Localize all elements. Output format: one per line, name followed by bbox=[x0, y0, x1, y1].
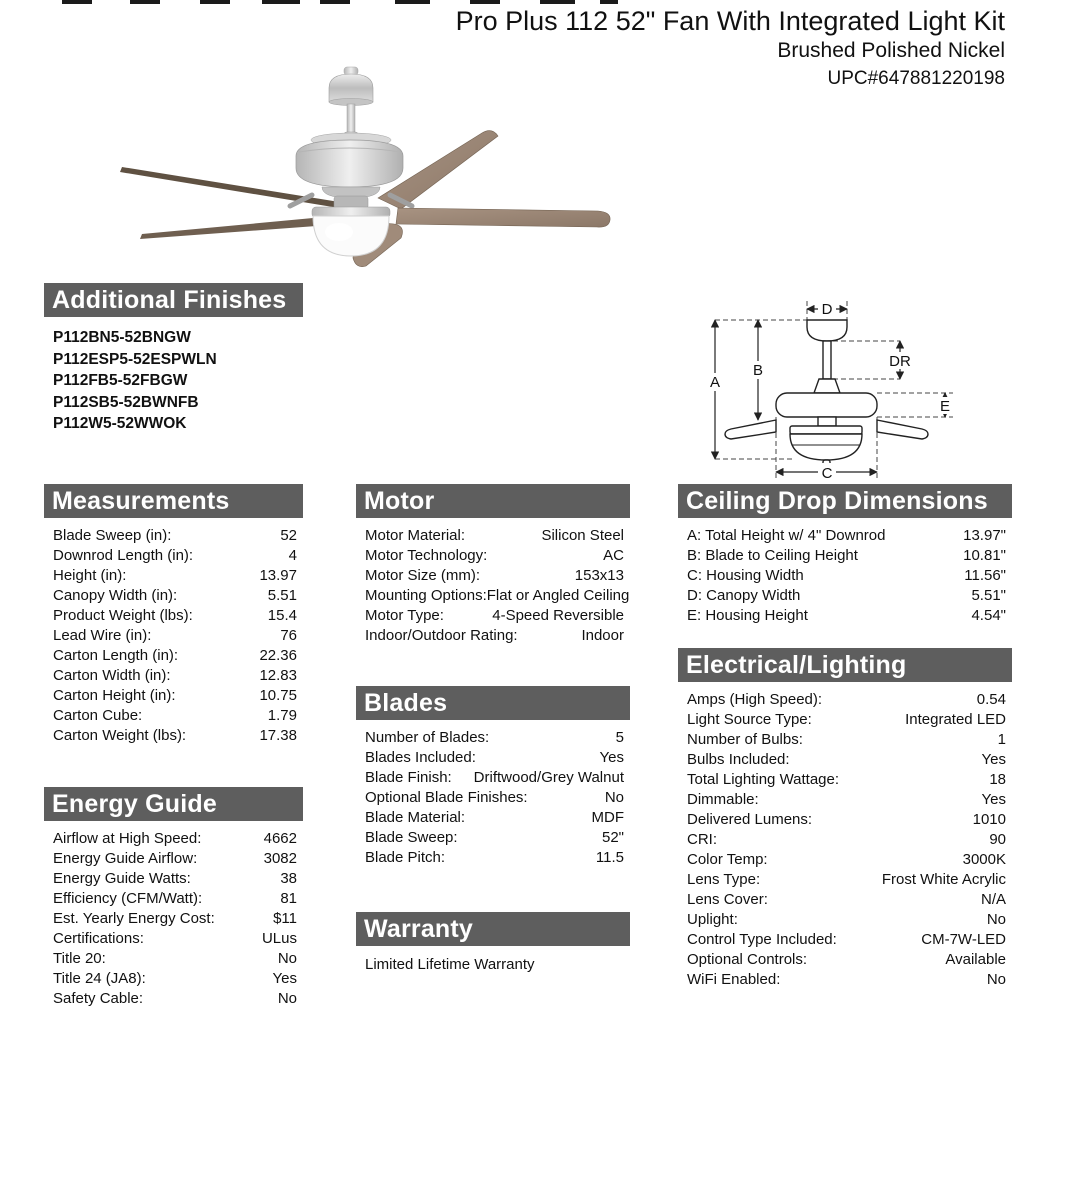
spec-label: Canopy Width (in): bbox=[53, 587, 178, 604]
dim-label-d: D bbox=[821, 301, 833, 318]
spec-value: 13.97 bbox=[259, 567, 297, 584]
spec-value: 22.36 bbox=[259, 647, 297, 664]
spec-value: 90 bbox=[989, 831, 1006, 848]
spec-row bbox=[678, 710, 1012, 730]
spec-label: Carton Cube: bbox=[53, 707, 143, 724]
fan-motor-housing bbox=[290, 133, 412, 209]
spec-label: Energy Guide Watts: bbox=[53, 870, 191, 887]
spec-value: $11 bbox=[273, 910, 297, 927]
finish-item: P112BN5-52BNGW bbox=[53, 329, 191, 346]
measurements-rows bbox=[44, 526, 303, 746]
spec-row bbox=[44, 566, 303, 586]
section-electrical-lighting bbox=[678, 648, 1012, 990]
spec-value: 10.81" bbox=[963, 547, 1006, 564]
spec-label: Motor Size (mm): bbox=[365, 567, 481, 584]
dim-label-b: B bbox=[752, 362, 764, 379]
spec-label: E: Housing Height bbox=[687, 607, 808, 624]
dim-label-e: E bbox=[939, 398, 951, 415]
spec-label: Carton Width (in): bbox=[53, 667, 171, 684]
spec-row bbox=[678, 730, 1012, 750]
spec-value: Frost White Acrylic bbox=[881, 871, 1006, 888]
fan-canopy bbox=[329, 67, 373, 141]
spec-value: No bbox=[986, 971, 1006, 988]
motor-rows bbox=[356, 526, 630, 646]
spec-value: No bbox=[277, 950, 297, 967]
spec-row bbox=[678, 870, 1012, 890]
spec-label: Total Lighting Wattage: bbox=[687, 771, 840, 788]
dim-label-c: C bbox=[821, 465, 833, 482]
spec-label: Airflow at High Speed: bbox=[53, 830, 202, 847]
spec-row bbox=[44, 929, 303, 949]
section-additional-finishes bbox=[44, 283, 303, 435]
section-header-electrical-lighting: Electrical/Lighting bbox=[678, 648, 1012, 682]
spec-row bbox=[356, 626, 630, 646]
finish-item: P112W5-52WWOK bbox=[53, 415, 187, 432]
spec-value: No bbox=[604, 789, 624, 806]
spec-row bbox=[678, 770, 1012, 790]
spec-value: 38 bbox=[280, 870, 297, 887]
spec-label: Carton Length (in): bbox=[53, 647, 179, 664]
finish-list bbox=[44, 327, 303, 435]
spec-label: Title 20: bbox=[53, 950, 106, 967]
spec-row bbox=[356, 586, 630, 606]
spec-label: Motor Type: bbox=[365, 607, 444, 624]
spec-value: Driftwood/Grey Walnut bbox=[473, 769, 624, 786]
section-header-motor: Motor bbox=[356, 484, 630, 518]
spec-label: Carton Weight (lbs): bbox=[53, 727, 187, 744]
spec-label: Optional Blade Finishes: bbox=[365, 789, 528, 806]
warranty-text: Limited Lifetime Warranty bbox=[365, 956, 535, 973]
spec-label: Carton Height (in): bbox=[53, 687, 176, 704]
spec-row bbox=[678, 950, 1012, 970]
spec-row bbox=[678, 690, 1012, 710]
finish-item: P112SB5-52BWNFB bbox=[53, 393, 199, 411]
spec-label: Dimmable: bbox=[687, 791, 759, 808]
spec-label: Control Type Included: bbox=[687, 931, 837, 948]
spec-label: C: Housing Width bbox=[687, 567, 804, 584]
spec-label: Est. Yearly Energy Cost: bbox=[53, 910, 215, 927]
spec-row bbox=[44, 606, 303, 626]
spec-value: 76 bbox=[280, 627, 297, 644]
spec-label: Title 24 (JA8): bbox=[53, 970, 146, 987]
spec-label: Uplight: bbox=[687, 911, 738, 928]
spec-label: Mounting Options: bbox=[365, 587, 487, 604]
spec-row bbox=[44, 889, 303, 909]
spec-label: Delivered Lumens: bbox=[687, 811, 813, 828]
spec-label: Safety Cable: bbox=[53, 990, 144, 1007]
section-measurements bbox=[44, 484, 303, 746]
spec-row bbox=[44, 829, 303, 849]
spec-row bbox=[356, 828, 630, 848]
spec-value: 153x13 bbox=[574, 567, 624, 584]
product-finish-subtitle: Brushed Polished Nickel bbox=[777, 39, 1005, 62]
spec-row bbox=[44, 869, 303, 889]
spec-value: Yes bbox=[981, 791, 1006, 808]
spec-row bbox=[44, 949, 303, 969]
spec-row bbox=[678, 890, 1012, 910]
spec-row bbox=[44, 909, 303, 929]
spec-row bbox=[356, 606, 630, 626]
spec-row bbox=[678, 750, 1012, 770]
spec-row bbox=[678, 526, 1012, 546]
spec-value: Flat or Angled Ceiling bbox=[486, 587, 630, 604]
spec-label: Indoor/Outdoor Rating: bbox=[365, 627, 518, 644]
spec-label: Motor Technology: bbox=[365, 547, 488, 564]
spec-label: Optional Controls: bbox=[687, 951, 808, 968]
spec-value: Yes bbox=[599, 749, 624, 766]
spec-row bbox=[356, 546, 630, 566]
spec-row bbox=[678, 810, 1012, 830]
spec-value: 4 bbox=[288, 547, 297, 564]
spec-row bbox=[356, 788, 630, 808]
spec-row bbox=[356, 748, 630, 768]
spec-row bbox=[678, 566, 1012, 586]
spec-value: 10.75 bbox=[259, 687, 297, 704]
spec-value: AC bbox=[603, 547, 624, 564]
spec-value: 5.51 bbox=[267, 587, 297, 604]
spec-label: Number of Bulbs: bbox=[687, 731, 803, 748]
spec-value: 12.83 bbox=[259, 667, 297, 684]
dim-label-dr: DR bbox=[889, 353, 911, 370]
spec-row bbox=[44, 586, 303, 606]
spec-label: Blades Included: bbox=[365, 749, 476, 766]
spec-row bbox=[356, 526, 630, 546]
spec-row bbox=[44, 706, 303, 726]
spec-value: Available bbox=[945, 951, 1006, 968]
spec-row bbox=[356, 566, 630, 586]
fan-front-blades bbox=[353, 208, 610, 267]
spec-label: Number of Blades: bbox=[365, 729, 490, 746]
spec-row bbox=[356, 848, 630, 868]
spec-label: Efficiency (CFM/Watt): bbox=[53, 890, 203, 907]
spec-value: No bbox=[986, 911, 1006, 928]
spec-label: Downrod Length (in): bbox=[53, 547, 194, 564]
spec-row bbox=[44, 546, 303, 566]
spec-label: Blade Sweep: bbox=[365, 829, 458, 846]
spec-row bbox=[678, 586, 1012, 606]
section-ceiling-drop-dimensions bbox=[678, 484, 1012, 626]
spec-value: 52" bbox=[601, 829, 624, 846]
spec-row bbox=[356, 768, 630, 788]
spec-row bbox=[44, 989, 303, 1009]
section-header-measurements: Measurements bbox=[44, 484, 303, 518]
blades-rows bbox=[356, 728, 630, 868]
spec-value: N/A bbox=[980, 891, 1006, 908]
section-header-ceiling-drop: Ceiling Drop Dimensions bbox=[678, 484, 1012, 518]
spec-value: 1010 bbox=[972, 811, 1006, 828]
spec-label: Lead Wire (in): bbox=[53, 627, 152, 644]
spec-value: Yes bbox=[981, 751, 1006, 768]
spec-label: Certifications: bbox=[53, 930, 144, 947]
spec-row bbox=[356, 808, 630, 828]
spec-value: 3082 bbox=[263, 850, 297, 867]
spec-value: 81 bbox=[280, 890, 297, 907]
spec-label: D: Canopy Width bbox=[687, 587, 801, 604]
section-header-additional-finishes: Additional Finishes bbox=[44, 283, 303, 317]
spec-label: A: Total Height w/ 4" Downrod bbox=[687, 527, 886, 544]
spec-value: No bbox=[277, 990, 297, 1007]
product-upc: UPC#647881220198 bbox=[827, 68, 1005, 89]
spec-value: 15.4 bbox=[267, 607, 297, 624]
spec-row bbox=[678, 546, 1012, 566]
spec-value: 4662 bbox=[263, 830, 297, 847]
spec-row bbox=[678, 930, 1012, 950]
spec-label: Lens Cover: bbox=[687, 891, 768, 908]
spec-label: Lens Type: bbox=[687, 871, 761, 888]
spec-value: Indoor bbox=[581, 627, 624, 644]
spec-row bbox=[678, 970, 1012, 990]
spec-value: 5.51" bbox=[971, 587, 1006, 604]
spec-label: Amps (High Speed): bbox=[687, 691, 823, 708]
product-title: Pro Plus 112 52" Fan With Integrated Light Kit bbox=[455, 6, 1005, 36]
spec-row bbox=[678, 830, 1012, 850]
spec-row bbox=[44, 526, 303, 546]
spec-label: Motor Material: bbox=[365, 527, 466, 544]
finish-item: P112ESP5-52ESPWLN bbox=[53, 350, 217, 368]
ceiling-drop-rows bbox=[678, 526, 1012, 626]
spec-label: Product Weight (lbs): bbox=[53, 607, 193, 624]
section-header-blades: Blades bbox=[356, 686, 630, 720]
spec-value: 4-Speed Reversible bbox=[492, 607, 624, 624]
spec-value: Silicon Steel bbox=[541, 527, 624, 544]
spec-value: 18 bbox=[989, 771, 1006, 788]
spec-row bbox=[678, 850, 1012, 870]
spec-value: Integrated LED bbox=[905, 711, 1006, 728]
ceiling-drop-diagram bbox=[695, 283, 983, 483]
spec-value: 1 bbox=[997, 731, 1006, 748]
spec-label: Blade Material: bbox=[365, 809, 466, 826]
spec-label: Blade Sweep (in): bbox=[53, 527, 172, 544]
spec-value: 13.97" bbox=[963, 527, 1006, 544]
spec-value: 11.56" bbox=[964, 567, 1006, 584]
spec-value: Yes bbox=[272, 970, 297, 987]
section-blades bbox=[356, 686, 630, 868]
spec-value: 11.5 bbox=[595, 849, 624, 866]
fan-product-image bbox=[60, 48, 680, 283]
spec-value: 4.54" bbox=[971, 607, 1006, 624]
spec-label: WiFi Enabled: bbox=[687, 971, 781, 988]
spec-value: 5 bbox=[615, 729, 624, 746]
spec-label: B: Blade to Ceiling Height bbox=[687, 547, 858, 564]
electrical-rows bbox=[678, 690, 1012, 990]
spec-row bbox=[678, 790, 1012, 810]
section-motor bbox=[356, 484, 630, 646]
spec-value: ULus bbox=[261, 930, 297, 947]
spec-row bbox=[44, 849, 303, 869]
spec-label: Blade Pitch: bbox=[365, 849, 446, 866]
section-energy-guide bbox=[44, 787, 303, 1009]
spec-label: Blade Finish: bbox=[365, 769, 452, 786]
spec-row bbox=[44, 726, 303, 746]
spec-label: Energy Guide Airflow: bbox=[53, 850, 198, 867]
spec-value: 0.54 bbox=[976, 691, 1006, 708]
section-header-energy-guide: Energy Guide bbox=[44, 787, 303, 821]
finish-item: P112FB5-52FBGW bbox=[53, 372, 188, 389]
spec-value: 1.79 bbox=[267, 707, 297, 724]
spec-row bbox=[44, 969, 303, 989]
section-header-warranty: Warranty bbox=[356, 912, 630, 946]
spec-label: Light Source Type: bbox=[687, 711, 812, 728]
spec-label: CRI: bbox=[687, 831, 717, 848]
spec-row bbox=[44, 646, 303, 666]
spec-row bbox=[44, 666, 303, 686]
spec-row bbox=[44, 626, 303, 646]
spec-value: MDF bbox=[591, 809, 624, 826]
spec-value: CM-7W-LED bbox=[921, 931, 1006, 948]
dim-label-a: A bbox=[709, 374, 721, 391]
spec-row bbox=[356, 728, 630, 748]
spec-label: Color Temp: bbox=[687, 851, 768, 868]
spec-label: Height (in): bbox=[53, 567, 127, 584]
energy-guide-rows bbox=[44, 829, 303, 1009]
spec-row bbox=[678, 606, 1012, 626]
spec-value: 52 bbox=[280, 527, 297, 544]
spec-row bbox=[678, 910, 1012, 930]
spec-row bbox=[44, 686, 303, 706]
section-warranty bbox=[356, 912, 630, 973]
spec-value: 3000K bbox=[962, 851, 1006, 868]
spec-value: 17.38 bbox=[259, 727, 297, 744]
spec-label: Bulbs Included: bbox=[687, 751, 790, 768]
